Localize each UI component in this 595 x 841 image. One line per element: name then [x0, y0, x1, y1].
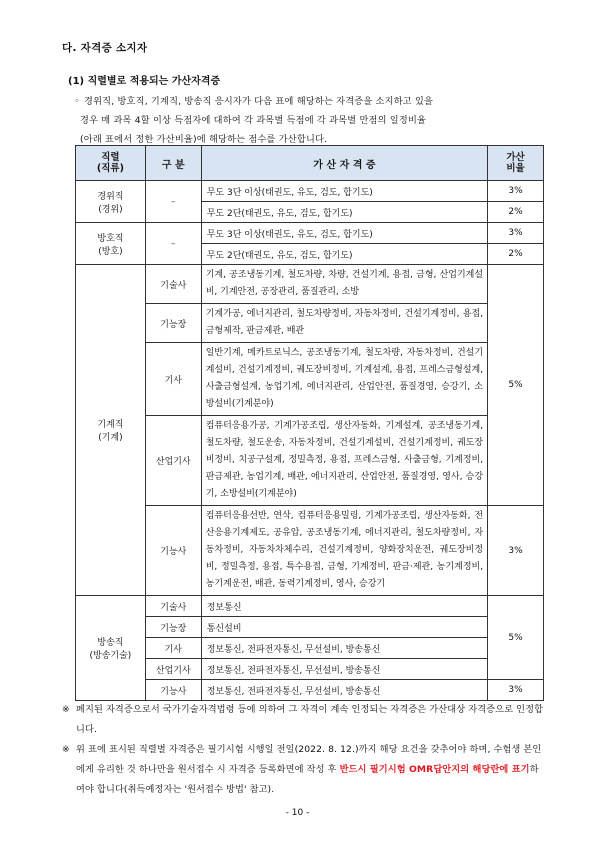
category-cell: 산업기사 — [145, 659, 201, 680]
table-row — [76, 680, 544, 701]
table-row — [76, 659, 544, 680]
category-cell: 기사 — [145, 638, 201, 659]
rate-cell: 3% — [488, 506, 544, 596]
header-series: 직렬 (직류) — [76, 146, 146, 181]
category-dash: – — [145, 223, 201, 265]
certificate-cell: 컴퓨터응용선반, 연삭, 컴퓨터응용밀링, 기계가공조립, 생산자동화, 전산응용기계제도, 공유압, 공조냉동기계, 에너지관리, 철도차량정비, 자동차정비, 자동차차체수리, 건설기계정비, 양화장치운전, 궤도장비정비, 정밀측정, 용접, 특수용접, 금형, 기계정비, 판금·제관, 농기계정비, 농기계운전, 배관, 동력기계정비, 영사, 승강기 — [201, 506, 487, 596]
certificate-cell: 일반기계, 메카트로닉스, 공조냉동기계, 철도차량, 자동차정비, 건설기계설비, 건설기계정비, 궤도장비정비, 기계설계, 용접, 프레스금형설계, 사출금형설계, 농업기계, 에너지관리, 산업안전, 품질경영, 승강기, 소방설비(기계분야) — [201, 343, 487, 416]
certificate-cell: 무도 3단 이상(태권도, 유도, 검도, 합기도) — [201, 223, 487, 244]
certificate-cell: 통신설비 — [201, 617, 487, 638]
series-bangho: 방호직 (방호) — [76, 223, 146, 265]
table-row — [76, 596, 544, 617]
intro-line-2: 경우 매 과목 4할 이상 득점자에 대하여 각 과목별 득점에 각 과목별 만점의 일정비율 — [80, 115, 427, 126]
certificate-cell: 정보통신, 전파전자통신, 무선설비, 방송통신 — [201, 638, 487, 659]
category-cell: 기술사 — [145, 596, 201, 617]
note-2-text-c: 하여야 합니다(취득예정자는 '원서접수 방법' 참고). — [76, 764, 539, 795]
intro-line-1: 경위직, 방호직, 기계직, 방송직 응시자가 다음 표에 해당하는 자격증을 소지하고 있을 — [84, 96, 434, 107]
page-number: - 10 - — [285, 808, 310, 818]
intro-line-3: (아래 표에서 정한 가산비율)에 해당하는 점수를 가산합니다. — [80, 134, 328, 145]
rate-cell: 3% — [488, 680, 544, 701]
certificate-table — [75, 145, 544, 701]
certificate-cell: 정보통신 — [201, 596, 487, 617]
note-2 — [62, 740, 547, 800]
rate-cell: 5% — [488, 596, 544, 680]
section-title: 다. 자격증 소지자 — [62, 42, 148, 54]
series-broadcast: 방송직 (방송기술) — [76, 596, 146, 701]
category-cell: 기능장 — [145, 304, 201, 343]
category-cell: 산업기사 — [145, 416, 201, 506]
table-row — [76, 343, 544, 416]
table-row — [76, 506, 544, 596]
table-row — [76, 181, 544, 202]
table-row — [76, 617, 544, 638]
table-row — [76, 638, 544, 659]
certificate-cell: 무도 2단(태권도, 유도, 검도, 합기도) — [201, 244, 487, 265]
note-mark: ※ — [62, 704, 70, 715]
rate-cell: 5% — [488, 265, 544, 506]
certificate-cell: 무도 2단(태권도, 유도, 검도, 합기도) — [201, 202, 487, 223]
header-category: 구 분 — [145, 146, 201, 181]
note-mark: ※ — [62, 744, 70, 755]
table-row — [76, 304, 544, 343]
table-row — [76, 265, 544, 304]
certificate-cell: 기계가공, 에너지관리, 철도차량정비, 자동차정비, 건설기계정비, 용접, 금형제작, 판금제관, 배관 — [201, 304, 487, 343]
rate-cell: 3% — [488, 181, 544, 202]
note-2-highlight: 반드시 필기시험 OMR답안지의 해당란에 표기 — [339, 764, 530, 775]
header-rate: 가산 비율 — [488, 146, 544, 181]
series-machine: 기계직 (기계) — [76, 265, 146, 596]
subsection-title: (1) 직렬별로 적용되는 가산자격증 — [68, 76, 221, 87]
intro-paragraph — [74, 92, 544, 149]
bullet-icon: ◦ — [74, 96, 80, 107]
category-dash: – — [145, 181, 201, 223]
category-cell: 기능장 — [145, 617, 201, 638]
rate-cell: 3% — [488, 223, 544, 244]
table-row — [76, 416, 544, 506]
note-1-text: 폐지된 자격증으로서 국가기술자격법령 등에 의하여 그 자격이 계속 인정되는 자격증은 가산대상 자격증으로 인정합니다. — [76, 704, 544, 735]
series-gyeongwi: 경위직 (경위) — [76, 181, 146, 223]
certificate-cell: 정보통신, 전파전자통신, 무선설비, 방송통신 — [201, 659, 487, 680]
rate-cell: 2% — [488, 244, 544, 265]
category-cell: 기사 — [145, 343, 201, 416]
notes — [62, 700, 547, 800]
category-cell: 기능사 — [145, 506, 201, 596]
rate-cell: 2% — [488, 202, 544, 223]
certificate-cell: 무도 3단 이상(태권도, 유도, 검도, 합기도) — [201, 181, 487, 202]
category-cell: 기능사 — [145, 680, 201, 701]
table-header-row — [76, 146, 544, 181]
header-certificates: 가 산 자 격 증 — [201, 146, 487, 181]
certificate-cell: 컴퓨터응용가공, 기계가공조립, 생산자동화, 기계설계, 공조냉동기계, 철도차량, 철도운송, 자동차정비, 건설기계설비, 건설기계정비, 궤도장비정비, 치공구설계, 정밀측정, 용접, 프레스금형, 사출금형, 기계정비, 판금제관, 농업기계, 배관, 에너지관리, 산업안전, 품질경영, 영사, 승강기, 소방설비(기계분야) — [201, 416, 487, 506]
category-cell: 기술사 — [145, 265, 201, 304]
note-2-text-a: 위 표에 표시된 직렬별 자격증은 필기시험 시행일 전일(2022. 8. 12.)까지 해당 요건을 갖추어야 하며, 수험생 본인에게 유리한 것 하나만을 원서접수 시 자격증 등록화면에 작성 후 — [76, 744, 542, 775]
certificate-cell: 기계, 공조냉동기계, 철도차량, 차량, 건설기계, 용접, 금형, 산업기계설비, 기계안전, 공장관리, 품질관리, 소방 — [201, 265, 487, 304]
certificate-cell: 정보통신, 전파전자통신, 무선설비, 방송통신 — [201, 680, 487, 701]
note-1 — [62, 700, 547, 740]
table-row — [76, 223, 544, 244]
